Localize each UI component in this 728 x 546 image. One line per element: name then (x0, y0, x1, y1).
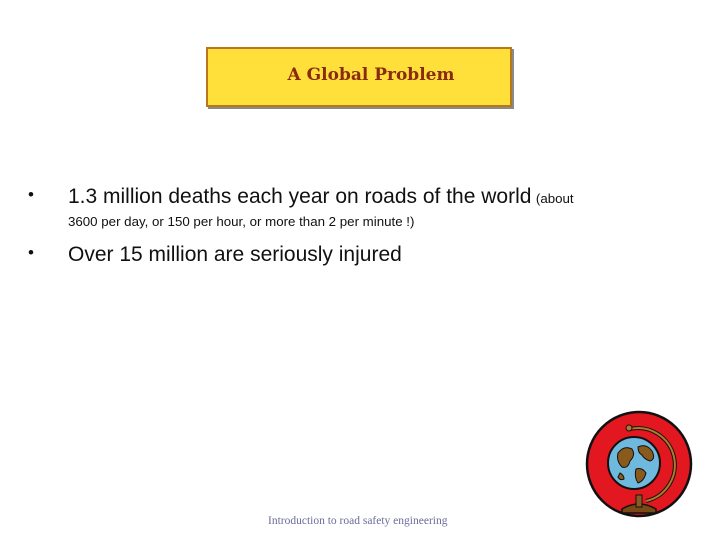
title-box (206, 47, 512, 107)
bullet-injuries-text: Over 15 million are seriously injured (68, 243, 402, 266)
bullet-deaths-aside-rest: 3600 per day, or 150 per hour, or more than 2 per minute !) (68, 214, 415, 229)
bullet-dot-icon: • (28, 185, 34, 204)
bullet-dot-icon: • (28, 243, 34, 262)
bullet-deaths-text: 1.3 million deaths each year on roads of the world (68, 185, 532, 208)
slide-footer: Introduction to road safety engineering (268, 515, 448, 527)
bullet-item-deaths (28, 183, 700, 231)
bullet-item-injuries (28, 241, 700, 268)
bullet-list (28, 183, 700, 268)
globe-icon (584, 409, 694, 519)
slide-title: A Global Problem (287, 65, 455, 85)
bullet-deaths-aside-start: (about (535, 191, 574, 206)
